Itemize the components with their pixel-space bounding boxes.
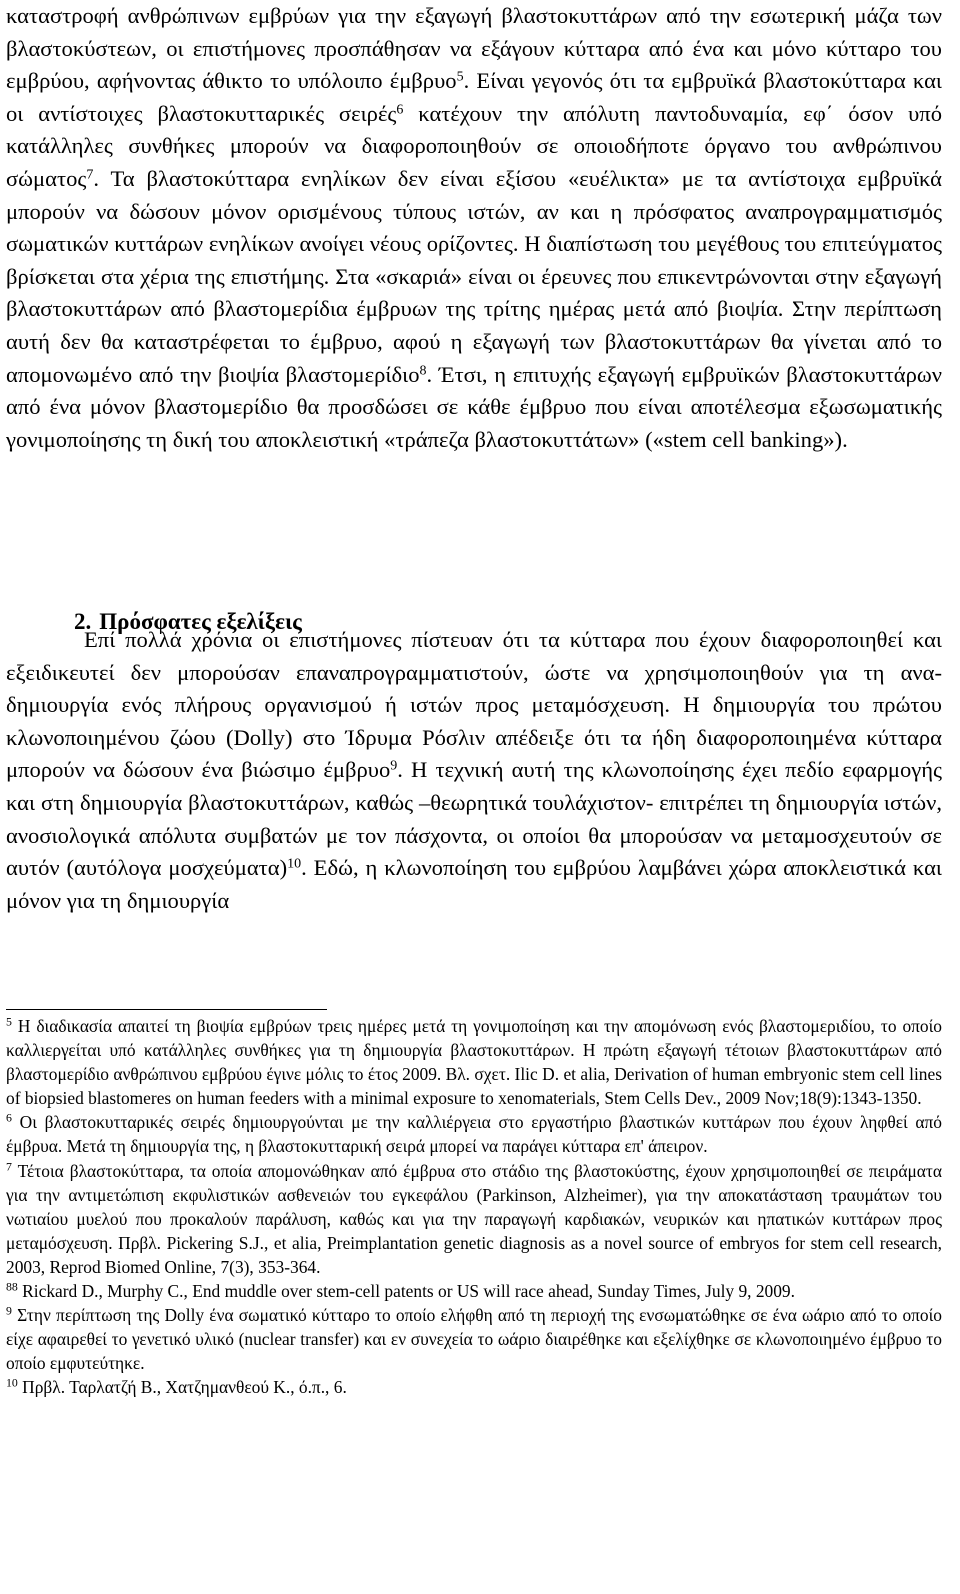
paragraph-text: . Η τεχνική αυτή της κλωνοποίησης έχει πεδίο εφαρμογής και στη δημιουργία βλαστοκυττάρων, καθώς –θεωρητικά τουλάχιστον- επιτρέπει τη δημιουργία ιστών, ανοσιολογικά απόλυτα συμβατών με τον πάσχοντα, οι οποίοι θα μπορούσαν να μεταμοσχευτούν σε αυτόν (αυτόλογα μοσχεύματα) — [6, 757, 942, 881]
footnote-ref-9[interactable]: 9 — [390, 758, 398, 774]
paragraph-text: . Εδώ, η κλωνοποίηση του εμβρύου λαμβάνει χώρα αποκλειστικά και μόνον για τη δημιουργία — [6, 855, 943, 913]
footnote-ref-8[interactable]: 8 — [419, 362, 427, 378]
footnote-mark: 9 — [6, 1303, 12, 1318]
footnote — [6, 1014, 942, 1110]
footnote-text: Στην περίπτωση της Dolly ένα σωματικό κύτταρο το οποίο ελήφθη από τη περιοχή της ενσωματώθηκε σε ένα ωάριο από το οποίο είχε αφαιρεθεί το γενετικό υλικό (nuclear transfer) και εν συνεχεία το ωάριο διαιρέθηκε και εξελίχθηκε σε κλωνοποιημένο έμβρυο το οποίο εμφυτεύτηκε. — [6, 1305, 942, 1374]
footnote-text: Οι βλαστοκυτταρικές σειρές δημιουργούνται με την καλλιέργεια στο εργαστήριο βλαστικών κυττάρων που έχουν ληφθεί από έμβρυα. Μετά τη δημιουργία της, η βλαστοκυτταρική σειρά μπορεί να παράγει κύτταρα επ' άπειρον. — [6, 1112, 942, 1157]
footnote — [6, 1375, 942, 1399]
footnote-text: Rickard D., Murphy C., End muddle over stem-cell patents or US will race ahead, Sunday Times, July 9, 2009. — [17, 1281, 795, 1302]
footnote-mark: 10 — [6, 1375, 18, 1390]
footnote-text: Πρβλ. Ταρλατζή Β., Χατζημανθεού Κ., ό.π., 6. — [17, 1377, 347, 1398]
paragraph-text: κατέχουν την απόλυτη παντοδυναμία, εφ΄ όσον υπό κατάλληλες συνθήκες μπορούν να διαφοροποιηθούν σε οποιοδήποτε όργανο του ανθρώπινου σώματος — [6, 100, 942, 191]
footnote-ref-10[interactable]: 10 — [287, 856, 302, 872]
paragraph-text: Επί πολλά χρόνια οι επιστήμονες πίστευαν ότι τα κύτταρα που έχουν διαφοροποιηθεί και εξειδικευτεί δεν μπορούσαν επαναπρογραμματιστούν, ώστε να χρησιμοποιηθούν για τη ανα-δημιουργία ενός πλήρους οργανισμού ή ιστών προς μεταμόσχευση. Η δημιουργία του πρώτου κλωνοποιημένου ζώου (Dolly) στο Ίδρυμα Ρόσλιν απέδειξε ότι τα ήδη διαφοροποιημένα κύτταρα μπορούν να δώσουν ένα βιώσιμο έμβρυο — [6, 627, 942, 783]
footnote — [6, 1279, 942, 1303]
body-paragraph-2 — [6, 624, 942, 917]
footnote-mark: 7 — [6, 1159, 12, 1174]
section-title: Πρόσφατες εξελίξεις — [99, 609, 302, 634]
footnote — [6, 1159, 942, 1279]
footnote-ref-7[interactable]: 7 — [86, 167, 94, 183]
footnote-mark: 6 — [6, 1110, 12, 1125]
section-number: 2. — [74, 609, 92, 634]
footnote-ref-6[interactable]: 6 — [396, 102, 404, 118]
paragraph-text: . Τα βλαστοκύτταρα ενηλίκων δεν είναι εξίσου «ευέλικτα» με τα αντίστοιχα εμβρυϊκά μπορούν να δώσουν μόνον ορισμένους τύπους ιστών, αν και η πρόσφατος αναπρογραμματισμός σωματικών κυττάρων ενηλίκων ανοίγει νέους ορίζοντες. Η διαπίστωση του μεγέθους του επιτεύγματος βρίσκεται στα χέρια της επιστήμης. Στα «σκαριά» είναι οι έρευνες που επικεντρώνονται στην εξαγωγή βλαστοκυττάρων από βλαστομερίδια έμβρυων της τρίτης ημέρας μετά από βιοψία. Στην περίπτωση αυτή δεν θα καταστρέφεται το έμβρυο, αφού η εξαγωγή των βλαστοκυττάρων θα γίνεται από το απομονωμένο από την βιοψία βλαστομερίδιο — [6, 165, 942, 387]
paragraph-text: καταστροφή ανθρώπινων εμβρύων για την εξαγωγή βλαστοκυττάρων από την εσωτερική μάζα των βλαστοκύστεων, οι επιστήμονες προσπάθησαν να εξάγουν κύτταρα από ένα και μόνο κύτταρο του εμβρύου, αφήνοντας άθικτο το υπόλοιπο έμβρυο — [6, 3, 942, 94]
paragraph-text: . Έτσι, η επιτυχής εξαγωγή εμβρυϊκών βλαστοκυττάρων από ένα μόνον βλαστομερίδιο θα προσδώσει σε κάθε έμβρυο που είναι αποτέλεσμα εξωσωματικής γονιμοποίησης τη δική του αποκλειστική «τράπεζα βλαστοκυττάτων» («stem cell banking»). — [6, 361, 942, 452]
footnote-separator — [6, 1009, 327, 1010]
footnote-mark: 88 — [6, 1279, 18, 1294]
body-paragraph-1 — [6, 0, 942, 456]
footnote-text: Τέτοια βλαστοκύτταρα, τα οποία απομονώθηκαν από έμβρυα στο στάδιο της βλαστοκύστης, έχουν χρησιμοποιηθεί σε πειράματα για την αντιμετώπιση εκφυλιστικών ασθενειών του εγκεφάλου (Parkinson, Alzheimer), για την αποκατάσταση τραυμάτων του νωτιαίου μυελού που προκαλούν παράλυση, καθώς και για την παραγωγή καρδιακών, νευρικών και ηπατικών κυττάρων προς μεταμόσχευση. Πρβλ. Pickering S.J., et alia, Preimplantation genetic diagnosis as a novel source of embryos for stem cell research, 2003, Reprod Biomed Online, 7(3), 353-364. — [6, 1160, 942, 1277]
footnote — [6, 1303, 942, 1375]
footnote-text: Η διαδικασία απαιτεί τη βιοψία εμβρύων τρεις ημέρες μετά τη γονιμοποίηση και την απομόνωση ενός βλαστομεριδίου, το οποίο καλλιεργείται υπό κατάλληλες συνθήκες για τη δημιουργία βλαστοκυττάρων. Η πρώτη εξαγωγή τέτοιων βλαστοκυττάρων από βλαστομερίδιο ανθρώπινου εμβρύου έγινε μόλις το έτος 2009. Βλ. σχετ. Ilic D. et alia, Derivation of human embryonic stem cell lines of biopsied blastomeres on human feeders with a minimal exposure to xenomaterials, Stem Cells Dev., 2009 Nov;18(9):1343-1350. — [6, 1016, 942, 1109]
footnotes — [6, 1014, 942, 1400]
footnote-ref-5[interactable]: 5 — [456, 69, 464, 85]
footnote-mark: 5 — [6, 1014, 12, 1029]
footnote — [6, 1110, 942, 1158]
paragraph-text: . Είναι γεγονός ότι τα εμβρυϊκά βλαστοκύτταρα και οι αντίστοιχες βλαστοκυτταρικές σειρές — [6, 68, 943, 126]
